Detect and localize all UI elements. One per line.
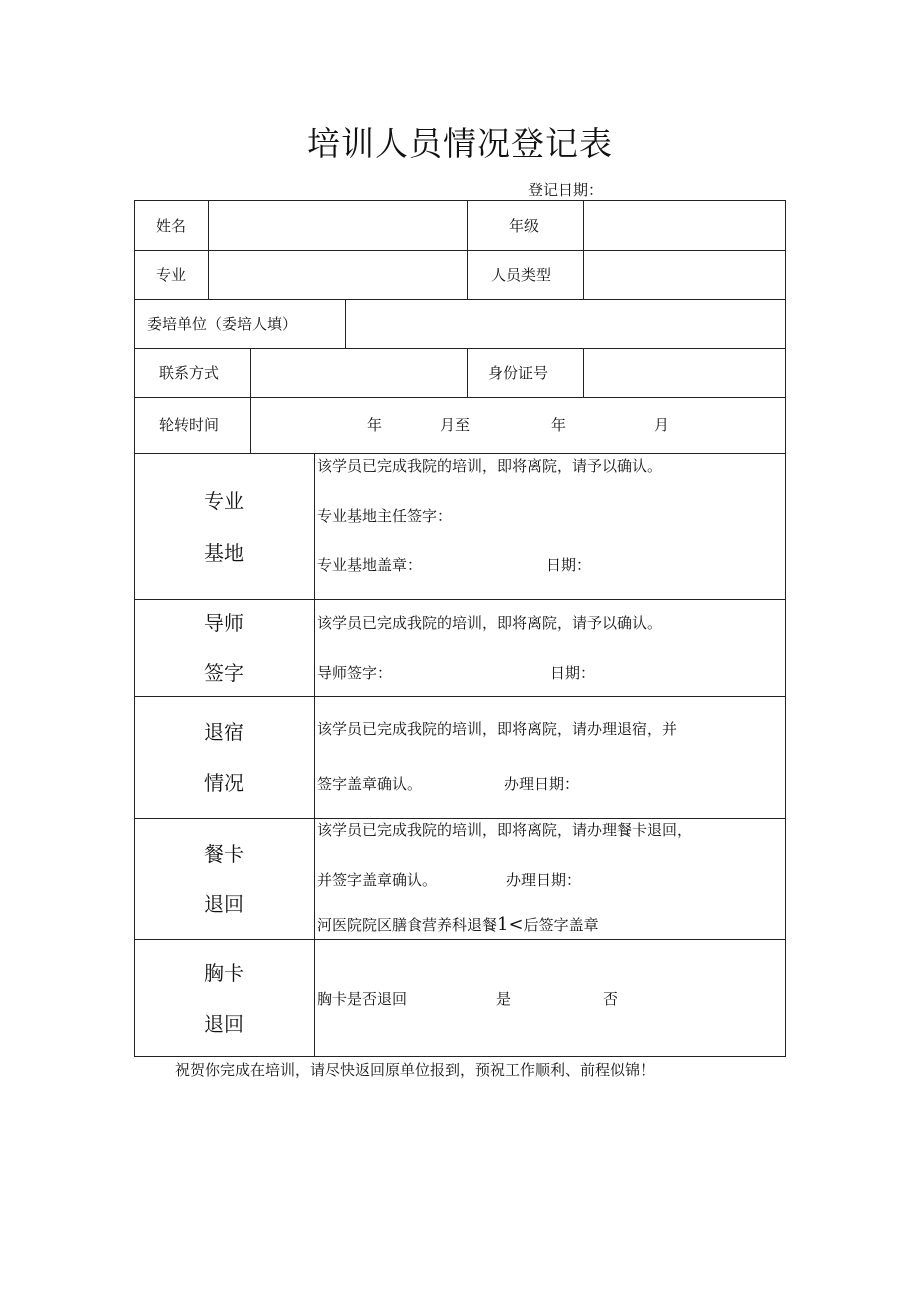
base-text: 该学员已完成我院的培训，即将离院，请予以确认。 [317,457,663,475]
name-label: 姓名 [156,217,187,235]
row-divider [135,696,785,697]
col-divider [467,348,468,397]
meal-card-text: 该学员已完成我院的培训，即将离院，请办理餐卡退回， [317,821,693,839]
mentor-label-line1: 导师 [204,611,244,635]
base-label-line2: 基地 [204,541,244,565]
rotation-month-to: 月至 [440,416,471,434]
col-divider [250,348,251,453]
badge-no-option[interactable]: 否 [603,990,619,1008]
dorm-confirm: 签字盖章确认。 [317,775,423,793]
row-divider [135,348,785,349]
dorm-label-line2: 情况 [204,771,244,795]
meal-card-confirm: 并签字盖章确认。 [317,871,438,889]
base-director-sign: 专业基地主任签字： [317,507,453,525]
major-label: 专业 [156,266,187,284]
page-title: 培训人员情况登记表 [307,124,613,163]
registration-form-table [134,200,786,1057]
row-divider [135,299,785,300]
base-label-line1: 专业 [204,489,244,513]
row-divider [135,818,785,819]
dorm-label-line1: 退宿 [204,720,244,744]
base-seal: 专业基地盖章： [317,556,423,574]
col-divider [583,201,584,299]
rotation-year-2: 年 [551,416,567,434]
col-divider [467,201,468,299]
col-divider [314,453,315,1056]
badge-label-line2: 退回 [204,1012,244,1036]
mentor-sign: 导师签字： [317,664,393,682]
id-number-label: 身份证号 [488,364,549,382]
meal-card-note [317,915,599,935]
rotation-month-2: 月 [654,416,670,434]
badge-label-line1: 胸卡 [204,961,244,985]
row-divider [135,939,785,940]
footer-note: 祝贺你完成在培训，请尽快返回原单位报到，预祝工作顺利、前程似锦！ [175,1061,656,1079]
badge-question: 胸卡是否退回 [317,990,408,1008]
meal-card-date: 办理日期： [506,871,582,889]
base-date: 日期： [546,556,592,574]
dorm-date: 办理日期： [504,775,580,793]
row-divider [135,250,785,251]
col-divider [345,299,346,348]
meal-card-note-c: 后签字盖章 [523,916,599,934]
staff-type-label: 人员类型 [491,266,552,284]
mentor-text: 该学员已完成我院的培训，即将离院，请予以确认。 [317,614,663,632]
col-divider [583,348,584,397]
sponsor-unit-label: 委培单位（委培人填） [147,315,298,333]
row-divider [135,397,785,398]
row-divider [135,453,785,454]
col-divider [208,201,209,299]
mentor-label-line2: 签字 [204,661,244,685]
rotation-time-label: 轮转时间 [159,416,220,434]
meal-card-label-line1: 餐卡 [204,842,244,866]
meal-card-note-a: 河医院院区膳食营养科退餐 [317,916,498,934]
rotation-year-1: 年 [367,416,383,434]
contact-label: 联系方式 [159,364,220,382]
grade-label: 年级 [509,217,540,235]
row-divider [135,599,785,600]
badge-yes-option[interactable]: 是 [496,990,512,1008]
meal-card-label-line2: 退回 [204,892,244,916]
registration-date-label: 登记日期： [528,181,604,199]
mentor-date: 日期： [550,664,596,682]
meal-card-note-b: 1< [497,914,524,935]
dorm-text: 该学员已完成我院的培训，即将离院，请办理退宿，并 [317,720,678,738]
